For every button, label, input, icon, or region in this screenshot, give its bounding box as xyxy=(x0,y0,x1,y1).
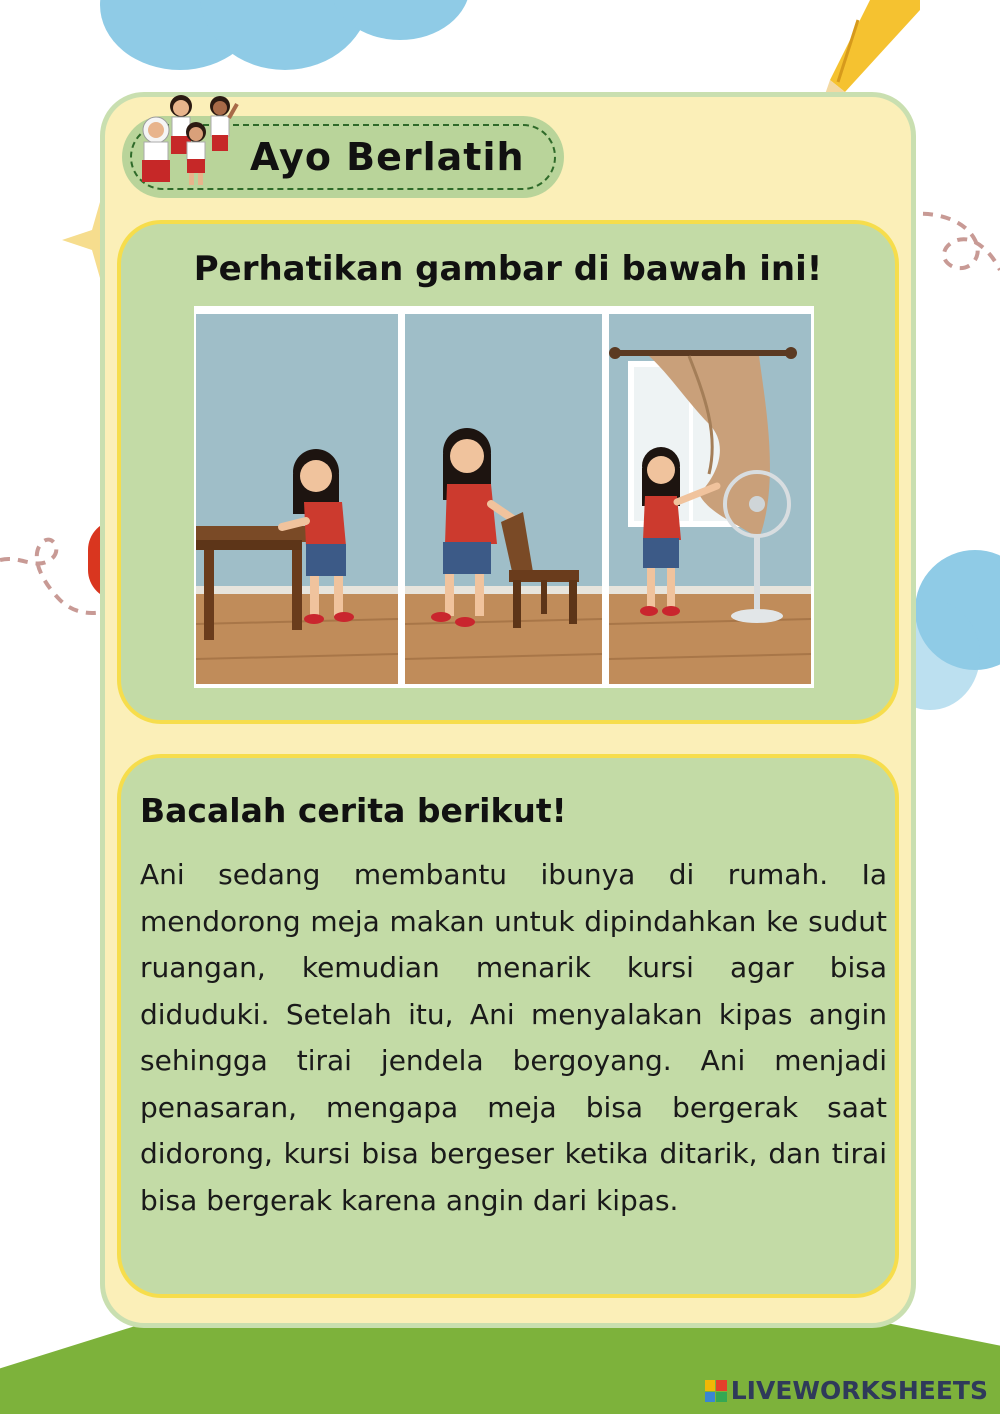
dashed-loop-right xyxy=(905,205,1000,295)
picture-strip xyxy=(194,306,814,688)
picture-instruction: Perhatikan gambar di bawah ini! xyxy=(193,249,823,289)
brand-name: LIVEWORKSHEETS xyxy=(730,1376,988,1405)
page-title: Ayo Berlatih xyxy=(250,135,525,179)
scene-pushing-table xyxy=(196,314,398,684)
story-instruction: Bacalah cerita berikut! xyxy=(140,791,567,830)
story-text: Ani sedang membantu ibunya di rumah. Ia mendorong meja makan untuk dipindahkan ke sudut ruangan, kemudian menarik kursi agar bisa diduduki. Setelah itu, Ani menyalakan kipas angin sehingga tirai jendela bergoyang. Ani menjadi penasaran, mengapa meja bisa bergerak saat didorong, kursi bisa bergeser ketika ditarik, dan tirai bisa bergerak karena angin dari kipas. xyxy=(140,858,887,1217)
students-icon xyxy=(136,92,241,192)
scene-fan-curtain xyxy=(609,314,811,684)
brand-logo[interactable] xyxy=(705,1376,988,1406)
liveworksheets-logo-icon xyxy=(705,1380,727,1402)
scene-pulling-chair xyxy=(405,314,602,684)
